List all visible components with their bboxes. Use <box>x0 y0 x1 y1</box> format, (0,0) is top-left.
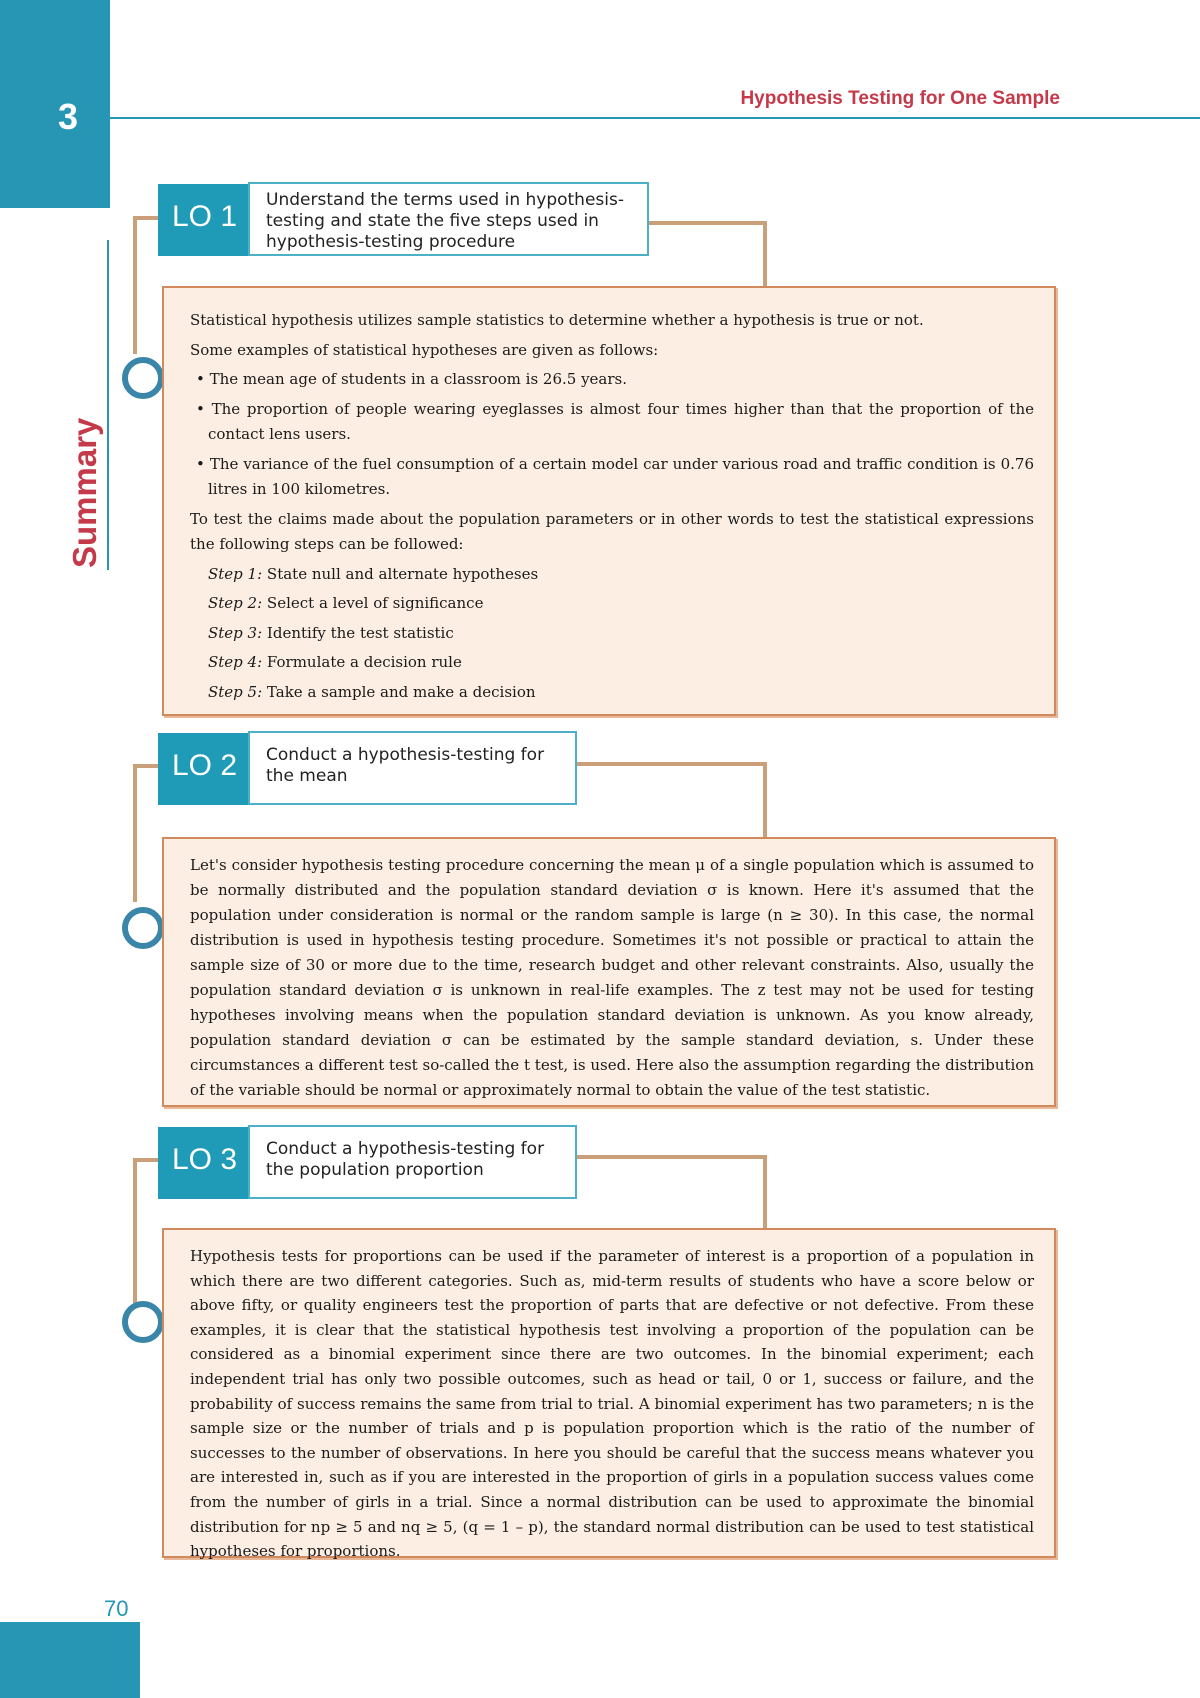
lo1-badge-label: LO 1 <box>172 200 238 233</box>
lo2-connector <box>574 762 767 766</box>
lo1-connector <box>763 221 767 287</box>
lo1-title-box <box>248 182 649 256</box>
lo1-bullet: • The mean age of students in a classroom is 26.5 years. <box>196 370 628 388</box>
lo3-body: Hypothesis tests for proportions can be used if the parameter of interest is a proportion of a population in which there are two different categories. Such as, mid-term results of students who have a score below or above fifty, or quality engineers test the proportion of parts that are defective or not defective. From these examples, it is clear that the statistical hypothesis test involving a proportion of the population can be considered as a binomial experiment since there are two outcomes. In the binomial experiment; each independent trial has only two possible outcomes, such as head or tail, 0 or 1, success or failure, and the probability of success remains the same from trial to trial. A binomial experiment has two parameters; n is the sample size or the number of trials and p is population proportion which is the ratio of the number of successes to the number of observations. In here you should be careful that the success means whatever you are interested in, such as if you are interested in the proportion of girls in a population success values come from the number of girls in a trial. Since a normal distribution can be used to approximate the binomial distribution for np ≥ 5 and nq ≥ 5, (q = 1 – p), the standard normal distribution can be used to test statistical hypotheses for proportions. <box>190 1247 1034 1561</box>
lo3-title-box <box>248 1125 577 1199</box>
lo2-connector <box>763 762 767 838</box>
page-number: 70 <box>104 1596 129 1621</box>
lo3-connector <box>133 1158 137 1308</box>
side-label: Summary <box>66 417 103 568</box>
lo2-content-box <box>162 837 1056 1107</box>
lo3-badge <box>158 1127 248 1199</box>
lo1-title: Understand the terms used in hypothesis-testing and state the five steps used in hypothesis-testing procedure <box>266 190 624 252</box>
lo1-step: Step 5: Take a sample and make a decision <box>208 682 536 701</box>
lo1-step: Step 4: Formulate a decision rule <box>208 653 462 671</box>
lo1-badge <box>158 184 248 256</box>
footer-tab <box>0 1622 140 1698</box>
lo1-timeline-circle <box>122 357 164 399</box>
lo3-connector <box>574 1155 767 1159</box>
side-rule <box>107 240 109 570</box>
lo1-step: Step 1: State null and alternate hypotheses <box>208 564 539 583</box>
lo1-steps-intro: To test the claims made about the population parameters or in other words to test the statistical expressions the following steps can be followed: <box>190 509 1034 553</box>
lo3-badge-label: LO 3 <box>172 1143 238 1176</box>
lo1-step: Step 3: Identify the test statistic <box>208 623 454 642</box>
lo1-connector <box>647 221 767 225</box>
lo2-badge <box>158 733 248 805</box>
lo2-title-box <box>248 731 577 805</box>
lo1-connector <box>133 216 137 354</box>
lo2-timeline-circle <box>122 907 164 949</box>
chapter-number: 3 <box>58 96 79 137</box>
lo2-badge-label: LO 2 <box>172 749 238 782</box>
lo1-intro: Statistical hypothesis utilizes sample statistics to determine whether a hypothesis is true or not. <box>190 311 924 329</box>
lo3-timeline-circle <box>122 1301 164 1343</box>
lo2-connector <box>133 764 137 902</box>
lo1-bullet: • The proportion of people wearing eyeglasses is almost four times higher than that the proportion of the contact lens users. <box>196 399 1034 443</box>
header-rule <box>110 117 1200 119</box>
lo1-step: Step 2: Select a level of significance <box>208 594 484 612</box>
lo3-title: Conduct a hypothesis-testing for the population proportion <box>266 1139 545 1180</box>
lo1-examples-intro: Some examples of statistical hypotheses are given as follows: <box>190 340 659 359</box>
lo1-bullet: • The variance of the fuel consumption of a certain model car under various road and traffic condition is 0.76 litres in 100 kilometres. <box>196 454 1034 498</box>
lo2-body: Let's consider hypothesis testing procedure concerning the mean μ of a single population which is assumed to be normally distributed and the population standard deviation σ is known. Here it's assumed that the population under consideration is normal or the random sample is large (n ≥ 30). In this case, the normal distribution is used in hypothesis testing procedure. Sometimes it's not possible or practical to attain the sample size of 30 or more due to the time, research budget and other relevant constraints. Also, usually the population standard deviation σ is unknown in real-life examples. The z test may not be used for testing hypotheses involving means when the population standard deviation is unknown. As you know already, population standard deviation σ can be estimated by the sample standard deviation, s. Under these circumstances a different test so-called the t test, is used. Here also the assumption regarding the distribution of the variable should be normal or approximately normal to obtain the value of the test statistic. <box>190 856 1034 1099</box>
running-head: Hypothesis Testing for One Sample <box>740 88 1060 109</box>
lo3-content-box <box>162 1228 1056 1561</box>
lo1-content-box <box>162 286 1056 716</box>
lo3-connector <box>763 1155 767 1231</box>
chapter-tab <box>0 0 110 208</box>
lo2-title: Conduct a hypothesis-testing for the mean <box>266 745 545 786</box>
